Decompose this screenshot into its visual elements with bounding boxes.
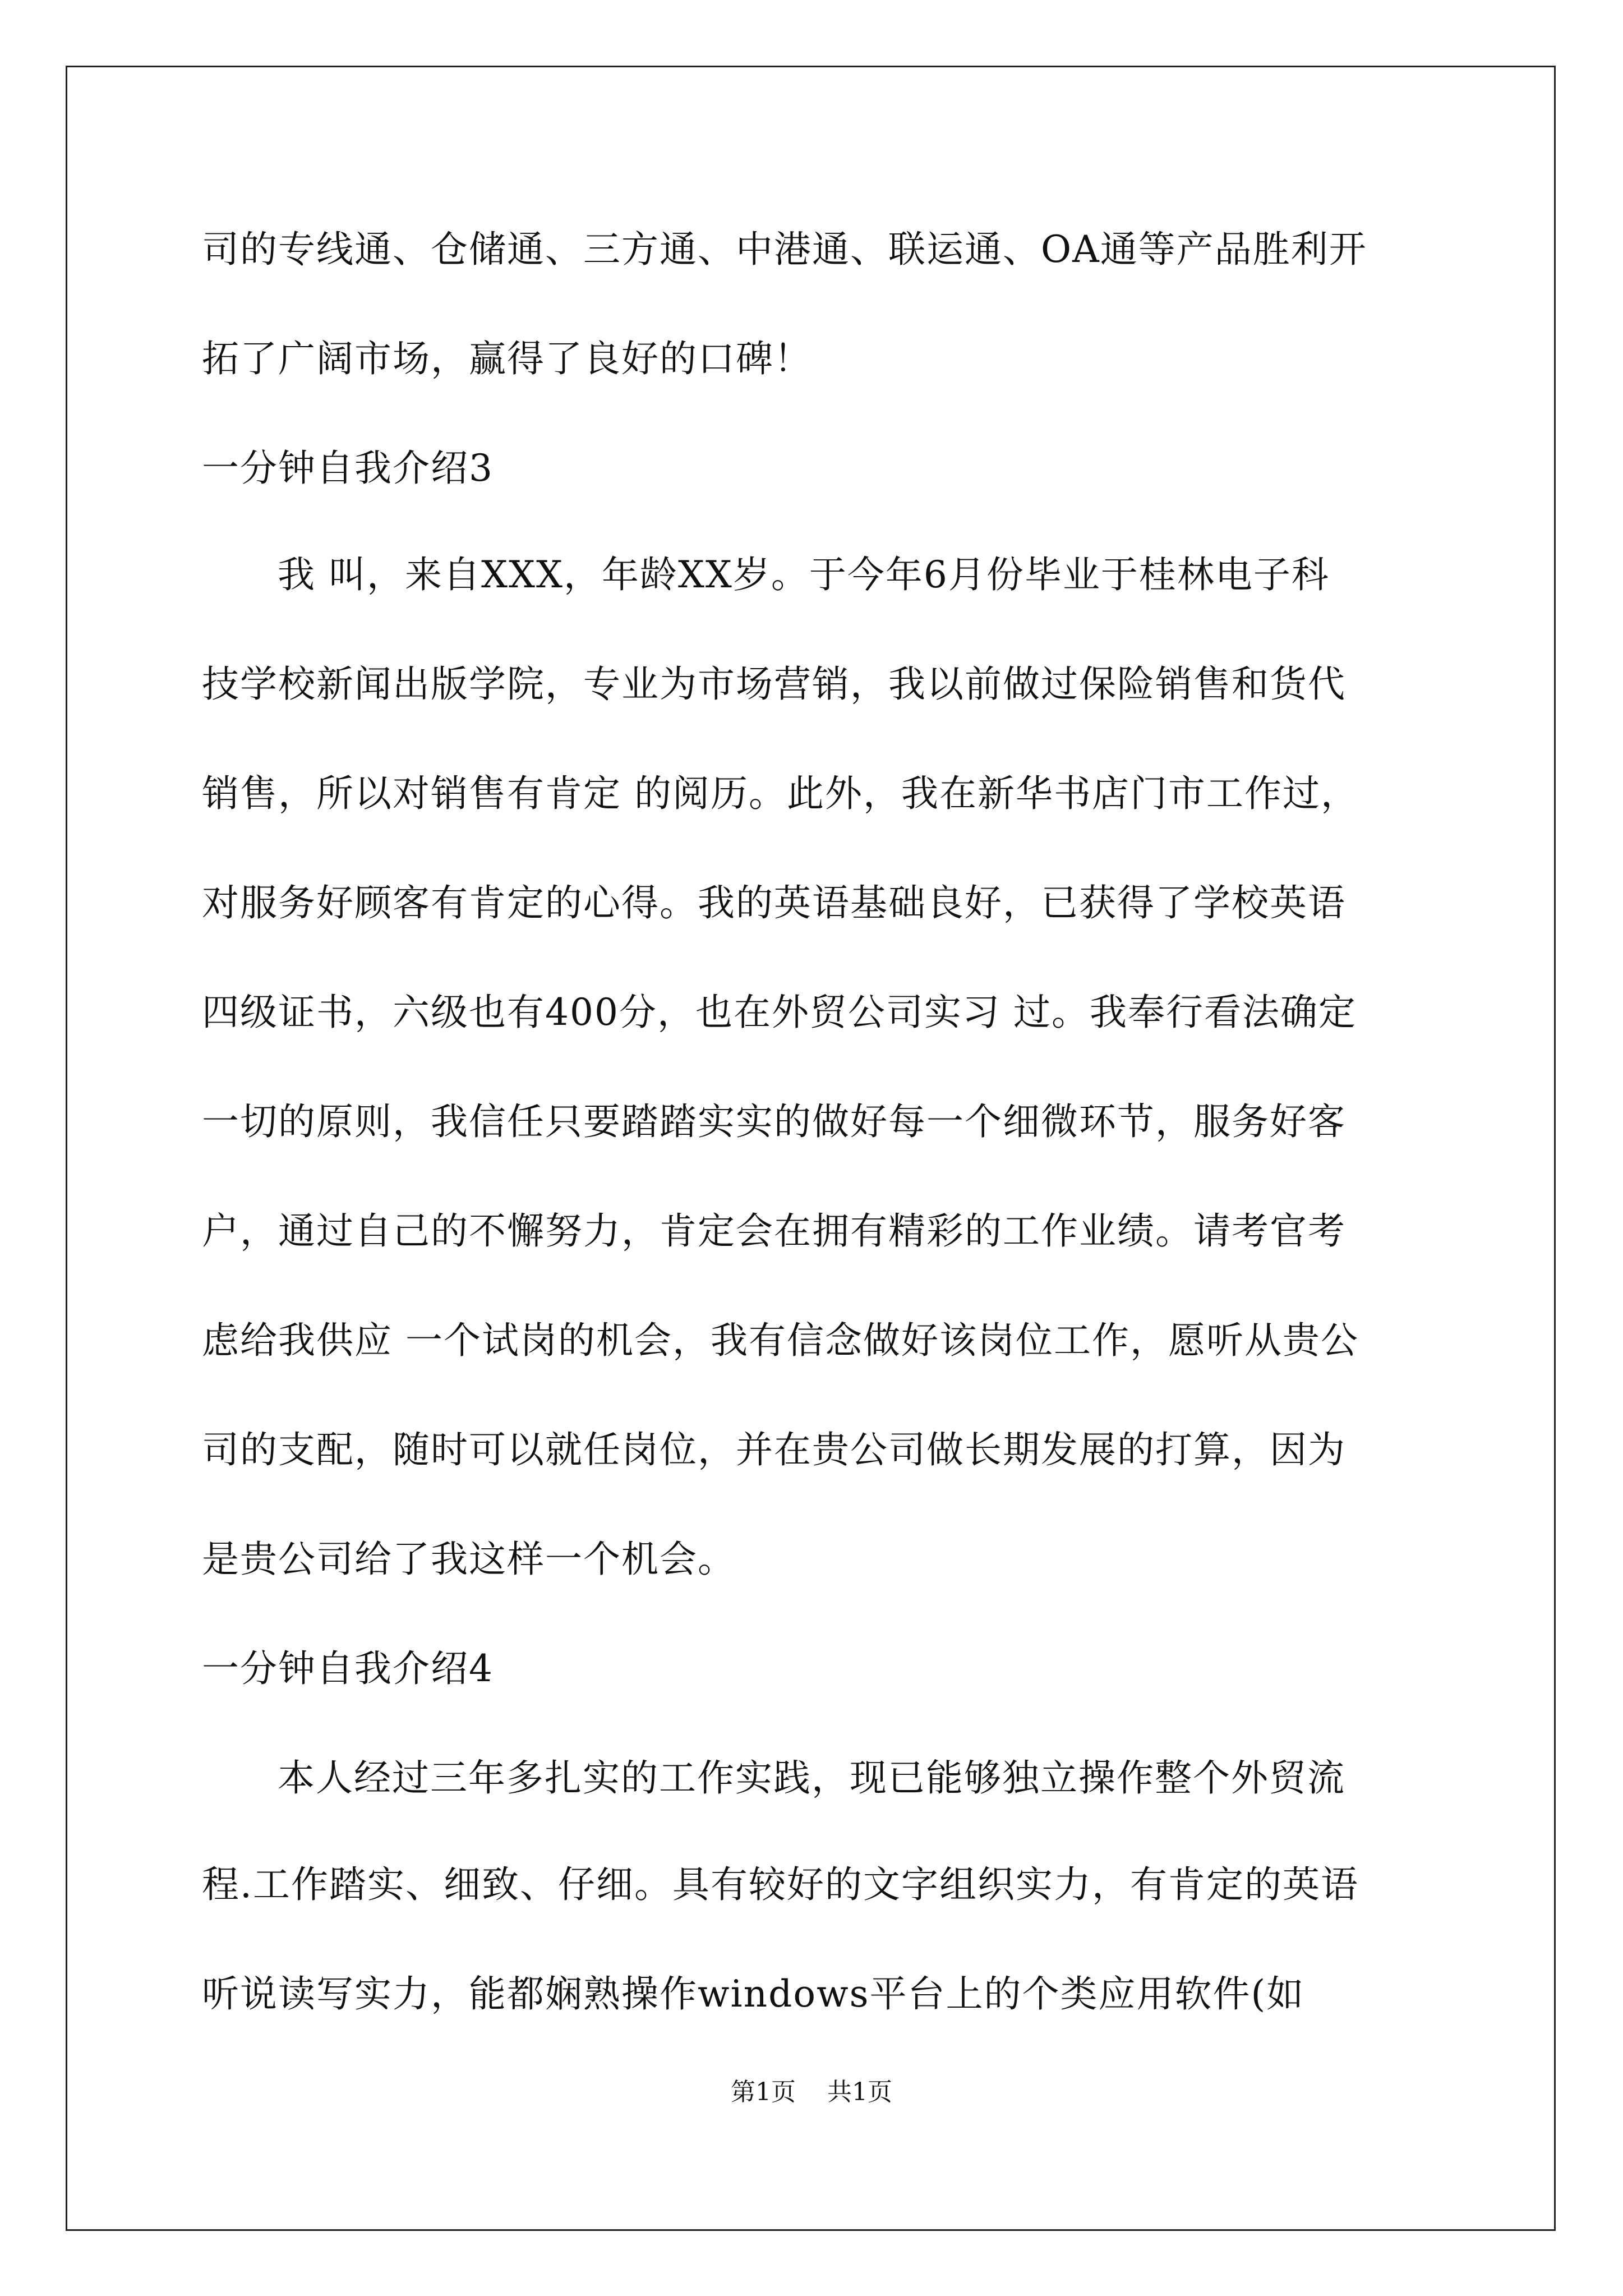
page-total: 共1页 <box>827 2078 892 2106</box>
body-line: 本人经过三年多扎实的工作实践，现已能够独立操作整个外贸流 <box>278 1756 1345 1800</box>
body-line: 四级证书，六级也有400分，也在外贸公司实习 过。我奉行看法确定 <box>202 991 1357 1034</box>
body-line: 我 叫，来自XXX，年龄XX岁。于今年6月份毕业于桂林电子科 <box>278 553 1330 596</box>
body-line: 程.工作踏实、细致、仔细。具有较好的文字组织实力，有肯定的英语 <box>202 1863 1359 1906</box>
section-heading: 一分钟自我介绍3 <box>202 447 494 490</box>
body-line: 一切的原则，我信任只要踏踏实实的做好每一个细微环节，服务好客 <box>202 1100 1346 1143</box>
body-line: 听说读写实力，能都娴熟操作windows平台上的个类应用软件(如 <box>202 1972 1305 2016</box>
page-footer <box>0 2076 1623 2109</box>
body-line: 拓了广阔市场，赢得了良好的口碑！ <box>202 337 812 380</box>
body-line: 户，通过自己的不懈努力，肯定会在拥有精彩的工作业绩。请考官考 <box>202 1209 1346 1253</box>
body-line: 司的专线通、仓储通、三方通、中港通、联运通、OA通等产品胜利开 <box>202 228 1367 271</box>
section-heading: 一分钟自我介绍4 <box>202 1647 494 1690</box>
body-line: 是贵公司给了我这样一个机会。 <box>202 1538 736 1581</box>
body-line: 对服务好顾客有肯定的心得。我的英语基础良好，已获得了学校英语 <box>202 881 1346 924</box>
body-line: 技学校新闻出版学院，专业为市场营销，我以前做过保险销售和货代 <box>202 662 1346 706</box>
body-line: 销售，所以对销售有肯定 的阅历。此外，我在新华书店门市工作过， <box>202 772 1359 815</box>
page-number: 第1页 <box>731 2078 796 2106</box>
body-line: 虑给我供应 一个试岗的机会，我有信念做好该岗位工作，愿听从贵公 <box>202 1319 1359 1362</box>
body-line: 司的支配，随时可以就任岗位，并在贵公司做长期发展的打算，因为 <box>202 1428 1346 1471</box>
